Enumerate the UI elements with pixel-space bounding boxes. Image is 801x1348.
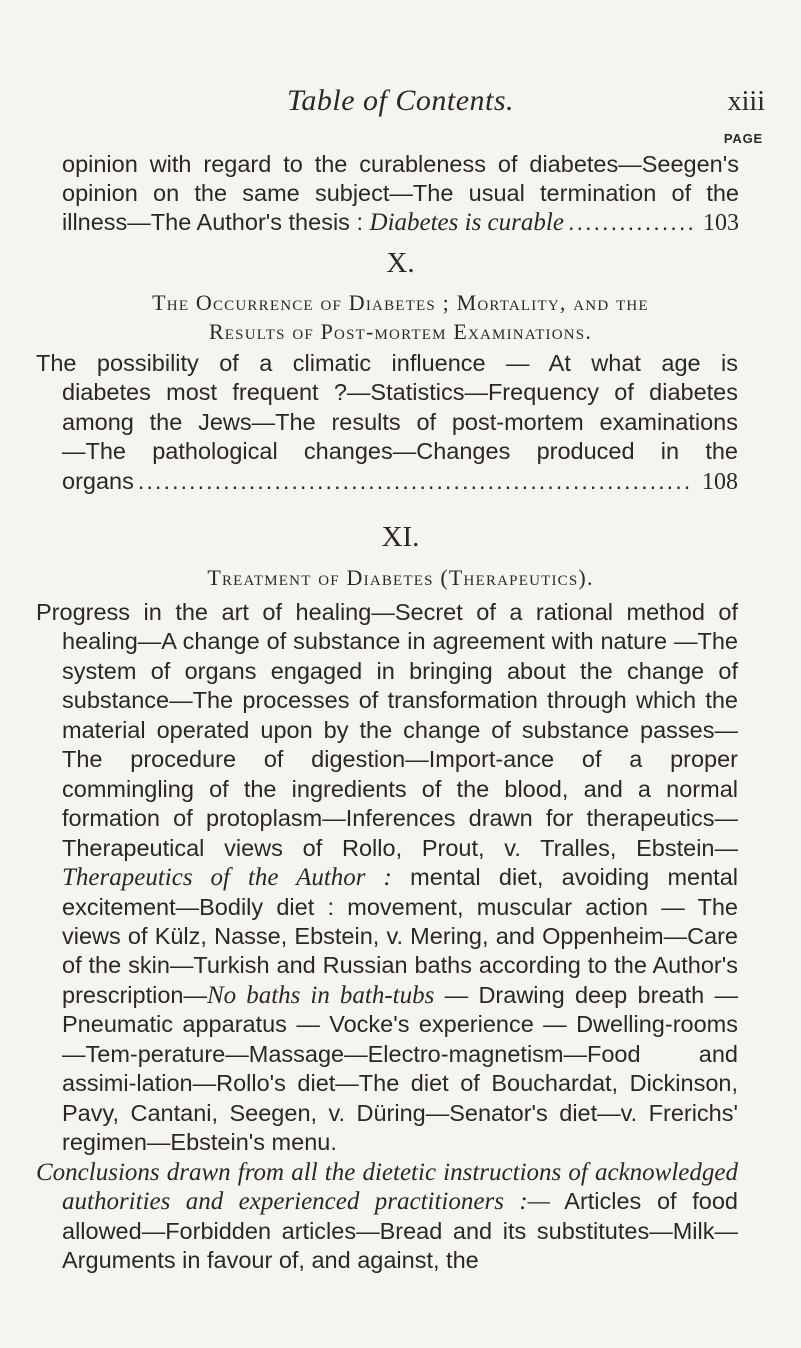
chapter-title: Treatment of Diabetes (Therapeutics).: [207, 565, 594, 590]
entry-page-number: 108: [702, 468, 738, 495]
entry-line: —The pathological changes—Changes produced in the: [62, 438, 738, 465]
chapter-title-line: The Occurrence of Diabetes ; Mortality, and the: [152, 290, 649, 315]
entry-last-line: [36, 467, 738, 497]
dot-leader: [138, 467, 694, 496]
italic-phrase: Conclusions drawn from all the dietetic instructions of acknowledged authorities and experienced practitioners :—: [36, 1158, 738, 1216]
chapter-xi-paragraph: Conclusions drawn from all the dietetic instructions of acknowledged authorities and experienced practitioners :— Articles of food allowed—Forbidden articles—Bread and its substitutes—Milk—Arguments in favour of, and against, the: [36, 1158, 738, 1273]
chapter-xi-paragraph: Progress in the art of healing—Secret of a rational method of healing—A change of substance in agreement with nature —The system of organs engaged in bringing about the change of substance—The processes of transformation through which the material operated upon by the change of substance passes—The procedure of digestion—Import-ance of a proper commingling of the ingredients of the blood, and a normal formation of protoplasm—Inferences drawn for therapeutics—Therapeutical views of Rollo, Prout, v. Tralles, Ebstein—Therapeutics of the Author : mental diet, avoiding mental excitement—Bodily diet : movement, muscular action — The views of Külz, Nasse, Ebstein, v. Mering, and Oppenheim—Care of the skin—Turkish and Russian baths according to the Author's prescription—No baths in bath-tubs — Drawing deep breath — Pneumatic apparatus — Vocke's experience — Dwelling-rooms—Tem-perature—Massage—Electro-magnetism—Food and assimi-lation—Rollo's diet—The diet of Bouchardat, Dickinson, Pavy, Cantani, Seegen, v. Düring—Senator's diet—v. Frerichs' regimen—Ebstein's menu.: [36, 599, 738, 1156]
entry-line: The possibility of a climatic influence — At what age is: [36, 350, 738, 376]
italic-phrase: Therapeutics of the Author :: [62, 864, 392, 892]
continuation-text: illness—The Author's thesis :: [62, 209, 370, 236]
chapter-xi-entry: [36, 598, 738, 1275]
italic-phrase: No baths in bath-tubs: [206, 981, 435, 1009]
chapter-title: [0, 288, 801, 346]
page-column-label: PAGE: [723, 131, 763, 146]
chapter-numeral: XI.: [381, 521, 420, 553]
continuation-last-line: [62, 208, 739, 238]
continuation-line: opinion on the same subject—The usual termination of the: [62, 180, 739, 207]
continuation-line: opinion with regard to the curableness of diabetes—Seegen's: [62, 151, 739, 177]
entry-line: among the Jews—The results of post-mortem examinations: [62, 408, 738, 435]
entry-page-number: 103: [703, 210, 739, 237]
chapter-numeral: X.: [386, 247, 415, 279]
continuation-italic: Diabetes is curable: [369, 209, 564, 237]
page-number: xiii: [727, 86, 765, 117]
entry-text: organs: [62, 467, 134, 494]
page-title: Table of Contents.: [286, 84, 515, 117]
entry-line: diabetes most frequent ?—Statistics—Frequency of diabetes: [62, 379, 738, 406]
dot-leader: [568, 208, 695, 237]
chapter-x-entry: [36, 349, 738, 497]
chapter-ix-continuation: [62, 150, 739, 239]
chapter-title-line: Results of Post-mortem Examinations.: [208, 319, 593, 344]
running-head: [0, 84, 801, 124]
